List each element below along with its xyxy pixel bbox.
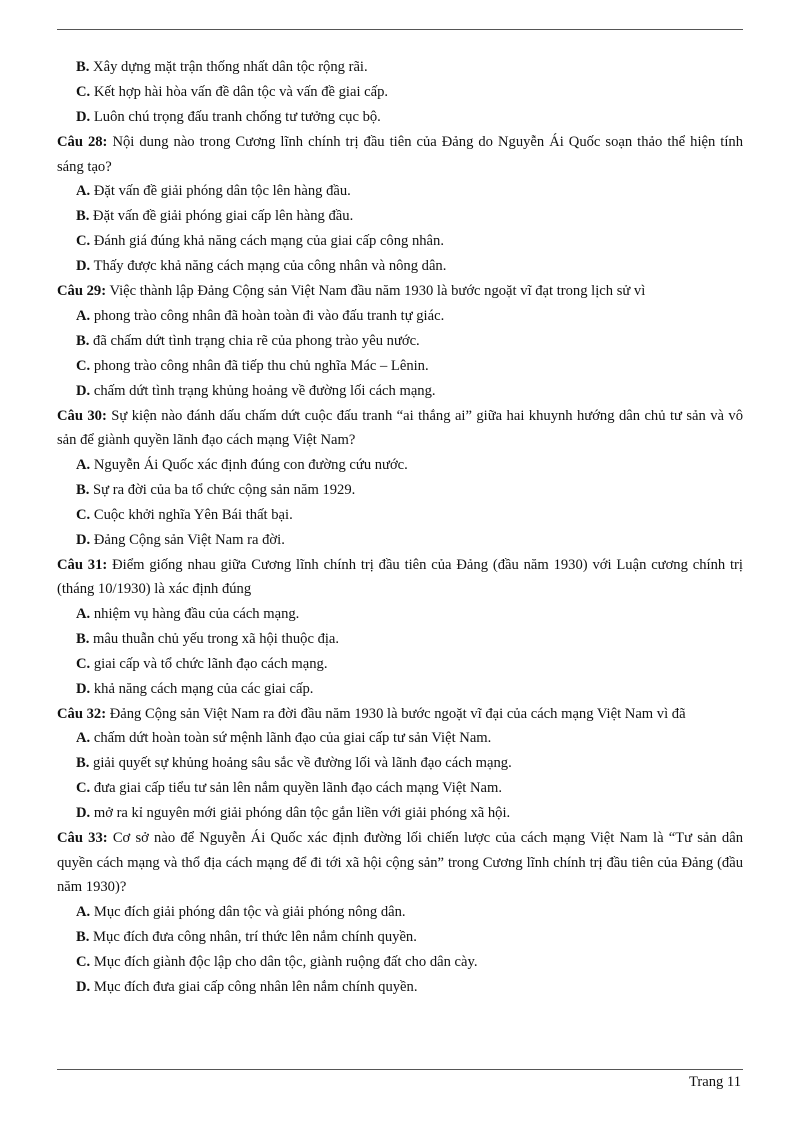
option-text: phong trào công nhân đã hoàn toàn đi vào đấu tranh tự giác. — [93, 307, 445, 324]
option-letter: B. — [76, 755, 90, 771]
option-letter: B. — [76, 630, 90, 647]
option-line — [57, 105, 743, 130]
header-rule — [57, 29, 743, 30]
option-text: Mục đích giải phóng dân tộc và giải phóng nông dân. — [93, 903, 406, 920]
option-letter: A. — [76, 307, 91, 324]
question-stem — [57, 826, 743, 900]
option-text: Đặt vấn đề giải phóng giai cấp lên hàng đầu. — [93, 208, 354, 224]
option-letter: D. — [76, 258, 91, 274]
option-letter: C. — [76, 84, 91, 100]
option-line — [57, 925, 743, 950]
option-text: Đảng Cộng sản Việt Nam ra đời. — [93, 531, 285, 548]
option-letter: B. — [76, 59, 90, 75]
question-text: Sự kiện nào đánh dấu chấm dứt cuộc đấu tranh “ai thắng ai” giữa hai khuynh hướng dân chủ tư sản và vô sản để giành quyền lãnh đạo cách mạng Việt Nam? — [57, 407, 744, 448]
question-label: Câu 28: — [57, 134, 108, 150]
question-stem — [57, 553, 743, 602]
option-text: Đặt vấn đề giải phóng dân tộc lên hàng đầu. — [93, 183, 351, 199]
option-line — [57, 329, 743, 354]
option-text: Nguyễn Ái Quốc xác định đúng con đường cứu nước. — [93, 456, 408, 473]
option-line — [57, 229, 743, 254]
option-letter: D. — [76, 978, 91, 995]
option-text: Đánh giá đúng khả năng cách mạng của giai cấp công nhân. — [93, 233, 444, 249]
footer-rule — [57, 1069, 743, 1070]
option-line — [57, 801, 743, 826]
option-line — [57, 179, 743, 204]
option-line — [57, 751, 743, 776]
option-letter: C. — [76, 953, 91, 970]
option-letter: D. — [76, 382, 91, 399]
option-letter: A. — [76, 456, 91, 473]
option-text: đã chấm dứt tình trạng chia rẽ của phong trào yêu nước. — [93, 332, 420, 349]
option-line — [57, 80, 743, 105]
option-letter: D. — [76, 805, 91, 821]
option-text: Mục đích giành độc lập cho dân tộc, giành ruộng đất cho dân cày. — [93, 953, 478, 970]
option-letter: B. — [76, 332, 90, 349]
option-letter: D. — [76, 109, 91, 125]
option-text: Cuộc khởi nghĩa Yên Bái thất bại. — [93, 506, 293, 523]
option-text: phong trào công nhân đã tiếp thu chủ nghĩa Mác – Lênin. — [93, 357, 429, 374]
question-label: Câu 33: — [57, 830, 108, 846]
option-line — [57, 627, 743, 652]
option-letter: C. — [76, 357, 91, 374]
option-text: Xây dựng mặt trận thống nhất dân tộc rộng rãi. — [93, 59, 368, 75]
option-line — [57, 776, 743, 801]
question-label: Câu 29: — [57, 283, 107, 299]
option-letter: A. — [76, 183, 91, 199]
option-text: giải quyết sự khủng hoảng sâu sắc về đường lối và lãnh đạo cách mạng. — [93, 755, 512, 771]
option-line — [57, 975, 743, 1000]
option-text: nhiệm vụ hàng đầu của cách mạng. — [93, 605, 300, 622]
option-line — [57, 950, 743, 975]
option-letter: B. — [76, 928, 90, 945]
question-label: Câu 30: — [57, 407, 107, 424]
option-letter: A. — [76, 605, 91, 622]
option-letter: A. — [76, 730, 91, 746]
page-content — [57, 55, 743, 1000]
option-line — [57, 900, 743, 925]
option-line — [57, 204, 743, 229]
option-text: đưa giai cấp tiểu tư sản lên nắm quyền lãnh đạo cách mạng Việt Nam. — [93, 780, 503, 796]
option-text: Sự ra đời của ba tổ chức cộng sản năm 1929. — [93, 481, 356, 498]
option-line — [57, 528, 743, 553]
option-letter: D. — [76, 531, 91, 548]
option-letter: B. — [76, 208, 90, 224]
option-line — [57, 379, 743, 404]
option-line — [57, 503, 743, 528]
option-letter: D. — [76, 680, 91, 697]
option-text: mâu thuẫn chủ yếu trong xã hội thuộc địa. — [93, 630, 340, 647]
option-letter: C. — [76, 233, 91, 249]
question-label: Câu 31: — [57, 556, 108, 573]
option-letter: C. — [76, 780, 91, 796]
question-text: Cơ sở nào để Nguyễn Ái Quốc xác định đường lối chiến lược của cách mạng Việt Nam là “Tư sản dân quyền cách mạng và thổ địa cách mạng để đi tới xã hội cộng sản” trong Cương lĩnh chính trị đầu tiên của Đảng (đầu năm 1930)? — [57, 830, 743, 895]
option-line — [57, 726, 743, 751]
option-letter: C. — [76, 506, 91, 523]
option-letter: A. — [76, 903, 91, 920]
question-stem — [57, 404, 743, 453]
question-text: Điểm giống nhau giữa Cương lĩnh chính trị đầu tiên của Đảng (đầu năm 1930) với Luận cương chính trị (tháng 10/1930) là xác định đúng — [57, 556, 743, 597]
option-line — [57, 602, 743, 627]
option-text: mở ra kỉ nguyên mới giải phóng dân tộc gắn liền với giải phóng xã hội. — [93, 805, 511, 821]
option-letter: C. — [76, 655, 91, 672]
option-line — [57, 652, 743, 677]
option-text: Thấy được khả năng cách mạng của công nhân và nông dân. — [93, 258, 447, 274]
question-text: Đảng Cộng sản Việt Nam ra đời đầu năm 1930 là bước ngoặt vĩ đại của cách mạng Việt Nam vì đã — [109, 705, 686, 722]
question-text: Nội dung nào trong Cương lĩnh chính trị đầu tiên của Đảng do Nguyễn Ái Quốc soạn thảo thể hiện tính sáng tạo? — [57, 134, 743, 175]
question-text: Việc thành lập Đảng Cộng sản Việt Nam đầu năm 1930 là bước ngoặt vĩ đạt trong lịch sử vì — [109, 283, 646, 299]
option-text: khả năng cách mạng của các giai cấp. — [93, 680, 314, 697]
option-text: Luôn chú trọng đấu tranh chống tư tưởng cục bộ. — [93, 109, 381, 125]
option-letter: B. — [76, 481, 90, 498]
question-stem — [57, 279, 743, 304]
option-line — [57, 453, 743, 478]
option-line — [57, 677, 743, 702]
option-text: Mục đích đưa công nhân, trí thức lên nắm chính quyền. — [93, 928, 417, 945]
question-label: Câu 32: — [57, 705, 107, 722]
option-line — [57, 55, 743, 80]
option-text: Kết hợp hài hòa vấn đề dân tộc và vấn đề giai cấp. — [93, 84, 389, 100]
option-line — [57, 304, 743, 329]
question-stem — [57, 130, 743, 179]
option-text: Mục đích đưa giai cấp công nhân lên nắm chính quyền. — [93, 978, 418, 995]
page-number: Trang 11 — [688, 1074, 741, 1090]
option-line — [57, 254, 743, 279]
option-text: chấm dứt hoàn toàn sứ mệnh lãnh đạo của giai cấp tư sản Việt Nam. — [93, 730, 492, 746]
question-stem — [57, 702, 743, 727]
option-line — [57, 354, 743, 379]
option-text: giai cấp và tổ chức lãnh đạo cách mạng. — [93, 655, 328, 672]
option-text: chấm dứt tình trạng khủng hoảng về đường lối cách mạng. — [93, 382, 436, 399]
option-line — [57, 478, 743, 503]
